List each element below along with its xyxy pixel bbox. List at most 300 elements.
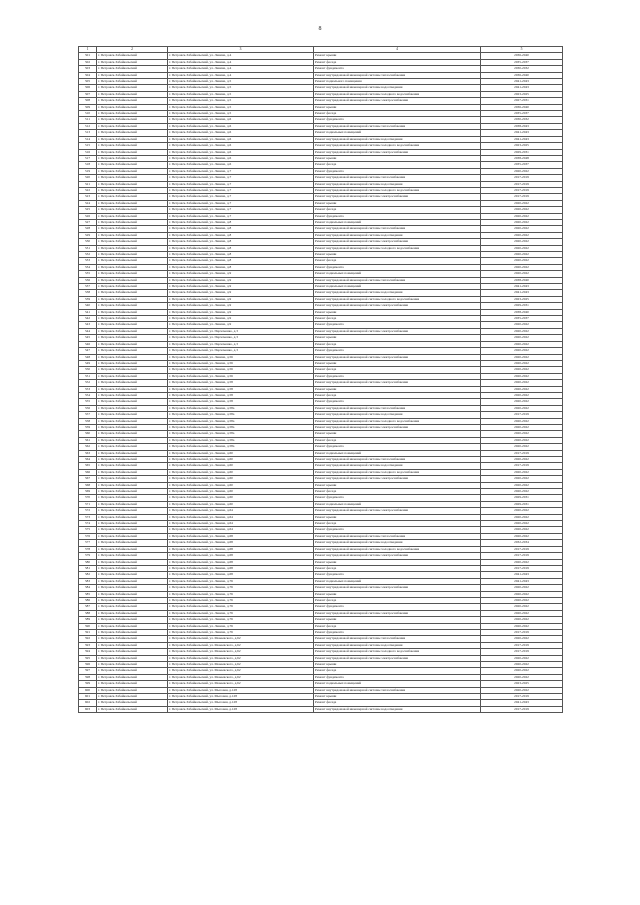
cell-period: 2020-2022 <box>481 405 563 411</box>
cell-municipality: г. Петровск-Забайкальский <box>97 610 168 616</box>
cell-work-type: Ремонт фундамента <box>314 117 481 123</box>
cell-work-type: Ремонт внутридомовой инженерной системы электроснабжения <box>314 303 481 309</box>
cell-address: г. Петровск-Забайкальский, ул. Ленина, д.9 <box>168 271 314 277</box>
cell-municipality: г. Петровск-Забайкальский <box>97 668 168 674</box>
cell-number: 501 <box>79 53 97 59</box>
cell-period: 2020-2022 <box>481 662 563 668</box>
cell-address: г. Петровск-Забайкальский, ул. Ленина, д.5 <box>168 85 314 91</box>
cell-work-type: Ремонт подвальных помещений <box>314 271 481 277</box>
cell-work-type: Ремонт внутридомовой инженерной системы холодного водоснабжения <box>314 245 481 251</box>
cell-municipality: г. Петровск-Забайкальский <box>97 405 168 411</box>
cell-period: 2020-2022 <box>481 232 563 238</box>
cell-municipality: г. Петровск-Забайкальский <box>97 104 168 110</box>
cell-work-type: Ремонт внутридомовой инженерной системы холодного водоснабжения <box>314 546 481 552</box>
cell-work-type: Ремонт крыши <box>314 104 481 110</box>
cell-municipality: г. Петровск-Забайкальский <box>97 117 168 123</box>
cell-number: 549 <box>79 360 97 366</box>
cell-address: г. Петровск-Забайкальский, ул. Мокеевского, д.62 <box>168 649 314 655</box>
cell-work-type: Ремонт фундамента <box>314 629 481 635</box>
cell-period: 2020-2022 <box>481 457 563 463</box>
cell-address: г. Петровск-Забайкальский, ул. Мокеевского, д.62 <box>168 655 314 661</box>
cell-period: 2020-2022 <box>481 418 563 424</box>
cell-number: 522 <box>79 187 97 193</box>
cell-work-type: Ремонт фундамента <box>314 604 481 610</box>
cell-period: 2041-2043 <box>481 284 563 290</box>
cell-number: 541 <box>79 309 97 315</box>
cell-address: г. Петровск-Забайкальский, ул. Ленина, д.6 <box>168 136 314 142</box>
cell-address: г. Петровск-Забайкальский, ул. Ленина, д.56 <box>168 373 314 379</box>
cell-municipality: г. Петровск-Забайкальский <box>97 348 168 354</box>
cell-address: г. Петровск-Забайкальский, ул. Мокеевского, д.62 <box>168 681 314 687</box>
cell-address: г. Петровск-Забайкальский, ул. Ленина, д.58а <box>168 437 314 443</box>
cell-period: 2020-2022 <box>481 444 563 450</box>
cell-work-type: Ремонт внутридомовой инженерной системы холодного водоснабжения <box>314 649 481 655</box>
cell-number: 543 <box>79 322 97 328</box>
cell-municipality: г. Петровск-Забайкальский <box>97 706 168 712</box>
cell-period: 2020-2022 <box>481 617 563 623</box>
cell-number: 538 <box>79 290 97 296</box>
cell-address: г. Петровск-Забайкальский, ул. Ленина, д.76 <box>168 610 314 616</box>
cell-address: г. Петровск-Забайкальский, ул. Ленина, д.5 <box>168 111 314 117</box>
cell-period: 2020-2022 <box>481 348 563 354</box>
cell-number: 531 <box>79 245 97 251</box>
cell-work-type: Ремонт крыши <box>314 694 481 700</box>
cell-period: 2023-2025 <box>481 296 563 302</box>
cell-work-type: Ремонт фасада <box>314 489 481 495</box>
cell-address: г. Петровск-Забайкальский, ул. Ленина, д.7 <box>168 181 314 187</box>
cell-period: 2017-2019 <box>481 546 563 552</box>
cell-municipality: г. Петровск-Забайкальский <box>97 341 168 347</box>
cell-address: г. Петровск-Забайкальский, ул. Ленина, д.76 <box>168 617 314 623</box>
cell-period: 2041-2043 <box>481 79 563 85</box>
cell-work-type: Ремонт подвального помещения <box>314 79 481 85</box>
cell-period: 2017-2019 <box>481 194 563 200</box>
cell-period: 2020-2022 <box>481 392 563 398</box>
cell-period: 2036-2040 <box>481 72 563 78</box>
cell-period: 2020-2022 <box>481 508 563 514</box>
cell-address: г. Петровск-Забайкальский, ул. Ленина, д.60 <box>168 469 314 475</box>
cell-period: 2020-2022 <box>481 604 563 610</box>
cell-address: г. Петровск-Забайкальский, ул. Ленина, д.60 <box>168 457 314 463</box>
cell-work-type: Ремонт подвальных помещений <box>314 578 481 584</box>
cell-number: 512 <box>79 123 97 129</box>
cell-municipality: г. Петровск-Забайкальский <box>97 316 168 322</box>
cell-address: г. Петровск-Забайкальский, ул. Ленина, д.60 <box>168 495 314 501</box>
cell-number: 571 <box>79 501 97 507</box>
cell-number: 559 <box>79 424 97 430</box>
cell-address: г. Петровск-Забайкальский, ул. Ленина, д.76 <box>168 585 314 591</box>
cell-municipality: г. Петровск-Забайкальский <box>97 642 168 648</box>
cell-municipality: г. Петровск-Забайкальский <box>97 687 168 693</box>
cell-address: г. Петровск-Забайкальский, ул. Мокеевского, д.62 <box>168 668 314 674</box>
cell-period: 2035-2037 <box>481 59 563 65</box>
cell-work-type: Ремонт внутридомовой инженерной системы теплоснабжения <box>314 175 481 181</box>
cell-work-type: Ремонт внутридомовой инженерной системы электроснабжения <box>314 424 481 430</box>
column-header-address: 3 <box>168 47 314 53</box>
cell-work-type: Ремонт внутридомовой инженерной системы электроснабжения <box>314 585 481 591</box>
cell-number: 548 <box>79 354 97 360</box>
cell-number: 576 <box>79 533 97 539</box>
cell-address: г. Петровск-Забайкальский, ул. Ленина, д.64 <box>168 514 314 520</box>
cell-work-type: Ремонт внутридомовой инженерной системы электроснабжения <box>314 476 481 482</box>
cell-number: 536 <box>79 277 97 283</box>
cell-address: г. Петровск-Забайкальский, ул. Ленина, д.58а <box>168 405 314 411</box>
cell-address: г. Петровск-Забайкальский, ул. Ленина, д.60 <box>168 501 314 507</box>
cell-work-type: Ремонт крыши <box>314 559 481 565</box>
cell-municipality: г. Петровск-Забайкальский <box>97 53 168 59</box>
cell-municipality: г. Петровск-Забайкальский <box>97 597 168 603</box>
cell-address: г. Петровск-Забайкальский, ул. Ленина, д.7 <box>168 168 314 174</box>
cell-address: г. Петровск-Забайкальский, ул. Ленина, д.58а <box>168 424 314 430</box>
cell-municipality: г. Петровск-Забайкальский <box>97 143 168 149</box>
cell-number: 532 <box>79 252 97 258</box>
cell-address: г. Петровск-Забайкальский, ул. Ленина, д.9 <box>168 316 314 322</box>
cell-number: 556 <box>79 405 97 411</box>
cell-number: 560 <box>79 431 97 437</box>
cell-work-type: Ремонт крыши <box>314 155 481 161</box>
column-header-municipality: 2 <box>97 47 168 53</box>
cell-period: 2029-2031 <box>481 501 563 507</box>
cell-number: 553 <box>79 386 97 392</box>
cell-work-type: Ремонт фасада <box>314 367 481 373</box>
cell-period: 2020-2022 <box>481 521 563 527</box>
cell-address: г. Петровск-Забайкальский, ул. Ленина, д.68 <box>168 565 314 571</box>
cell-work-type: Ремонт подвальных помещений <box>314 681 481 687</box>
cell-address: г. Петровск-Забайкальский, ул. Ленина, д.9 <box>168 284 314 290</box>
cell-address: г. Петровск-Забайкальский, ул. Мысовая, д.128 <box>168 706 314 712</box>
cell-period: 2020-2022 <box>481 431 563 437</box>
cell-number: 516 <box>79 149 97 155</box>
column-header-number: 1 <box>79 47 97 53</box>
cell-municipality: г. Петровск-Забайкальский <box>97 72 168 78</box>
cell-address: г. Петровск-Забайкальский, ул. Ленина, д.9 <box>168 277 314 283</box>
cell-work-type: Ремонт фундамента <box>314 527 481 533</box>
cell-address: г. Петровск-Забайкальский, ул. Ленина, д.8 <box>168 226 314 232</box>
cell-number: 561 <box>79 437 97 443</box>
cell-work-type: Ремонт внутридомовой инженерной системы теплоснабжения <box>314 636 481 642</box>
cell-work-type: Ремонт крыши <box>314 431 481 437</box>
cell-address: г. Петровск-Забайкальский, ул. Ленина, д.56 <box>168 354 314 360</box>
cell-period: 2017-2019 <box>481 187 563 193</box>
cell-address: г. Петровск-Забайкальский, ул. Ленина, д.58 <box>168 392 314 398</box>
cell-number: 544 <box>79 328 97 334</box>
cell-address: г. Петровск-Забайкальский, ул. Мокеевского, д.62 <box>168 662 314 668</box>
cell-municipality: г. Петровск-Забайкальский <box>97 476 168 482</box>
cell-municipality: г. Петровск-Забайкальский <box>97 252 168 258</box>
cell-number: 524 <box>79 200 97 206</box>
cell-municipality: г. Петровск-Забайкальский <box>97 629 168 635</box>
cell-address: г. Петровск-Забайкальский, ул. Ленина, д.6 <box>168 149 314 155</box>
cell-period: 2020-2022 <box>481 655 563 661</box>
cell-municipality: г. Петровск-Забайкальский <box>97 328 168 334</box>
cell-period: 2020-2022 <box>481 559 563 565</box>
cell-work-type: Ремонт фундамента <box>314 66 481 72</box>
cell-address: г. Петровск-Забайкальский, ул. Ленина, д.5 <box>168 91 314 97</box>
cell-period: 2017-2019 <box>481 642 563 648</box>
cell-work-type: Ремонт крыши <box>314 53 481 59</box>
cell-number: 575 <box>79 527 97 533</box>
cell-municipality: г. Петровск-Забайкальский <box>97 290 168 296</box>
cell-work-type: Ремонт внутридомовой инженерной системы теплоснабжения <box>314 123 481 129</box>
cell-address: г. Петровск-Забайкальский, ул. Ленина, д.9 <box>168 309 314 315</box>
cell-period: 2020-2022 <box>481 527 563 533</box>
cell-period: 2029-2031 <box>481 303 563 309</box>
cell-municipality: г. Петровск-Забайкальский <box>97 130 168 136</box>
cell-period: 2020-2022 <box>481 591 563 597</box>
cell-address: г. Петровск-Забайкальский, ул. Ленина, д.6 <box>168 143 314 149</box>
cell-number: 586 <box>79 597 97 603</box>
cell-work-type: Ремонт внутридомовой инженерной системы холодного водоснабжения <box>314 296 481 302</box>
cell-work-type: Ремонт фасада <box>314 162 481 168</box>
cell-work-type: Ремонт внутридомовой инженерной системы теплоснабжения <box>314 405 481 411</box>
cell-municipality: г. Петровск-Забайкальский <box>97 245 168 251</box>
cell-address: г. Петровск-Забайкальский, ул. Ленина, д.8 <box>168 245 314 251</box>
cell-period: 2038-2048 <box>481 155 563 161</box>
cell-period: 2041-2043 <box>481 578 563 584</box>
cell-municipality: г. Петровск-Забайкальский <box>97 508 168 514</box>
cell-number: 583 <box>79 578 97 584</box>
cell-number: 597 <box>79 668 97 674</box>
cell-number: 563 <box>79 450 97 456</box>
cell-work-type: Ремонт фасада <box>314 207 481 213</box>
cell-work-type: Ремонт внутридомовой инженерной системы водоотведения <box>314 136 481 142</box>
cell-period: 2029-2031 <box>481 149 563 155</box>
cell-work-type: Ремонт подвальных помещений <box>314 284 481 290</box>
cell-work-type: Ремонт внутридомовой инженерной системы электроснабжения <box>314 98 481 104</box>
cell-municipality: г. Петровск-Забайкальский <box>97 392 168 398</box>
cell-number: 507 <box>79 91 97 97</box>
cell-period: 2020-2022 <box>481 258 563 264</box>
cell-period: 2017-2019 <box>481 175 563 181</box>
cell-number: 596 <box>79 662 97 668</box>
cell-period: 2041-2043 <box>481 130 563 136</box>
cell-work-type: Ремонт фасада <box>314 392 481 398</box>
cell-municipality: г. Петровск-Забайкальский <box>97 111 168 117</box>
cell-work-type: Ремонт внутридомовой инженерной системы холодного водоснабжения <box>314 187 481 193</box>
cell-municipality: г. Петровск-Забайкальский <box>97 681 168 687</box>
cell-number: 545 <box>79 335 97 341</box>
cell-number: 508 <box>79 98 97 104</box>
cell-number: 573 <box>79 514 97 520</box>
cell-address: г. Петровск-Забайкальский, ул. Ленина, д.58а <box>168 444 314 450</box>
cell-period: 2020-2022 <box>481 482 563 488</box>
cell-municipality: г. Петровск-Забайкальский <box>97 367 168 373</box>
cell-work-type: Ремонт внутридомовой инженерной системы электроснабжения <box>314 194 481 200</box>
cell-address: г. Петровск-Забайкальский, ул. Ленина, д.8 <box>168 239 314 245</box>
cell-municipality: г. Петровск-Забайкальский <box>97 412 168 418</box>
cell-municipality: г. Петровск-Забайкальский <box>97 232 168 238</box>
cell-municipality: г. Петровск-Забайкальский <box>97 649 168 655</box>
cell-period: 2017-2019 <box>481 553 563 559</box>
cell-work-type: Ремонт внутридомовой инженерной системы теплоснабжения <box>314 277 481 283</box>
cell-number: 550 <box>79 367 97 373</box>
cell-work-type: Ремонт внутридомовой инженерной системы электроснабжения <box>314 508 481 514</box>
cell-number: 529 <box>79 232 97 238</box>
cell-period: 2017-2019 <box>481 565 563 571</box>
cell-address: г. Петровск-Забайкальский, ул. Пархоменко, д.3 <box>168 348 314 354</box>
cell-number: 519 <box>79 168 97 174</box>
cell-municipality: г. Петровск-Забайкальский <box>97 559 168 565</box>
cell-work-type: Ремонт внутридомовой инженерной системы теплоснабжения <box>314 687 481 693</box>
cell-period: 2020-2022 <box>481 437 563 443</box>
cell-municipality: г. Петровск-Забайкальский <box>97 175 168 181</box>
cell-number: 503 <box>79 66 97 72</box>
cell-address: г. Петровск-Забайкальский, ул. Ленина, д.7 <box>168 207 314 213</box>
cell-period: 2020-2022 <box>481 373 563 379</box>
cell-period: 2041-2043 <box>481 700 563 706</box>
cell-period: 2038-2043 <box>481 123 563 129</box>
cell-address: г. Петровск-Забайкальский, ул. Пархоменко, д.3 <box>168 335 314 341</box>
cell-period: 2020-2022 <box>481 623 563 629</box>
cell-address: г. Петровск-Забайкальский, ул. Ленина, д.7 <box>168 175 314 181</box>
cell-number: 518 <box>79 162 97 168</box>
cell-work-type: Ремонт подвальных помещений <box>314 501 481 507</box>
cell-address: г. Петровск-Забайкальский, ул. Ленина, д.68 <box>168 553 314 559</box>
cell-number: 534 <box>79 264 97 270</box>
cell-address: г. Петровск-Забайкальский, ул. Мысовая, д.128 <box>168 700 314 706</box>
cell-period: 2020-2022 <box>481 399 563 405</box>
cell-work-type: Ремонт фундамента <box>314 674 481 680</box>
cell-address: г. Петровск-Забайкальский, ул. Пархоменко, д.3 <box>168 341 314 347</box>
cell-work-type: Ремонт фундамента <box>314 264 481 270</box>
cell-address: г. Петровск-Забайкальский, ул. Мокеевского, д.62 <box>168 636 314 642</box>
cell-municipality: г. Петровск-Забайкальский <box>97 200 168 206</box>
cell-work-type: Ремонт фасада <box>314 437 481 443</box>
cell-address: г. Петровск-Забайкальский, ул. Ленина, д.76 <box>168 623 314 629</box>
cell-number: 517 <box>79 155 97 161</box>
cell-municipality: г. Петровск-Забайкальский <box>97 335 168 341</box>
cell-municipality: г. Петровск-Забайкальский <box>97 155 168 161</box>
cell-number: 570 <box>79 495 97 501</box>
cell-number: 577 <box>79 540 97 546</box>
cell-municipality: г. Петровск-Забайкальский <box>97 546 168 552</box>
cell-period: 2020-2022 <box>481 200 563 206</box>
cell-municipality: г. Петровск-Забайкальский <box>97 373 168 379</box>
cell-number: 588 <box>79 610 97 616</box>
cell-period: 2020-2022 <box>481 354 563 360</box>
cell-municipality: г. Петровск-Забайкальский <box>97 380 168 386</box>
cell-address: г. Петровск-Забайкальский, ул. Ленина, д.76 <box>168 578 314 584</box>
cell-address: г. Петровск-Забайкальский, ул. Ленина, д.7 <box>168 200 314 206</box>
cell-address: г. Петровск-Забайкальский, ул. Ленина, д.60 <box>168 463 314 469</box>
cell-municipality: г. Петровск-Забайкальский <box>97 296 168 302</box>
cell-municipality: г. Петровск-Забайкальский <box>97 540 168 546</box>
cell-period: 2041-2043 <box>481 136 563 142</box>
cell-work-type: Ремонт внутридомовой инженерной системы водоотведения <box>314 232 481 238</box>
cell-municipality: г. Петровск-Забайкальский <box>97 585 168 591</box>
cell-work-type: Ремонт внутридомовой инженерной системы водоотведения <box>314 85 481 91</box>
cell-number: 590 <box>79 623 97 629</box>
cell-address: г. Петровск-Забайкальский, ул. Ленина, д.58а <box>168 431 314 437</box>
cell-number: 552 <box>79 380 97 386</box>
cell-municipality: г. Петровск-Забайкальский <box>97 578 168 584</box>
column-header-work-type: 4 <box>314 47 481 53</box>
cell-period: 2035-2037 <box>481 316 563 322</box>
cell-period: 2017-2019 <box>481 629 563 635</box>
cell-number: 593 <box>79 642 97 648</box>
cell-period: 2027-2031 <box>481 98 563 104</box>
cell-municipality: г. Петровск-Забайкальский <box>97 207 168 213</box>
cell-address: г. Петровск-Забайкальский, ул. Ленина, д.8 <box>168 219 314 225</box>
cell-period: 2020-2022 <box>481 469 563 475</box>
cell-period: 2017-2019 <box>481 450 563 456</box>
cell-number: 523 <box>79 194 97 200</box>
cell-number: 520 <box>79 175 97 181</box>
cell-period: 2017-2019 <box>481 412 563 418</box>
cell-period: 2020-2022 <box>481 636 563 642</box>
cell-period: 2035-2037 <box>481 111 563 117</box>
cell-municipality: г. Петровск-Забайкальский <box>97 469 168 475</box>
cell-address: г. Петровск-Забайкальский, ул. Ленина, д.56 <box>168 360 314 366</box>
cell-address: г. Петровск-Забайкальский, ул. Ленина, д.60 <box>168 482 314 488</box>
cell-number: 506 <box>79 85 97 91</box>
cell-work-type: Ремонт внутридомовой инженерной системы водоотведения <box>314 412 481 418</box>
cell-period: 2020-2022 <box>481 687 563 693</box>
cell-municipality: г. Петровск-Забайкальский <box>97 553 168 559</box>
cell-number: 509 <box>79 104 97 110</box>
cell-address: г. Петровск-Забайкальский, ул. Ленина, д.58 <box>168 386 314 392</box>
cell-number: 602 <box>79 700 97 706</box>
cell-work-type: Ремонт фундамента <box>314 168 481 174</box>
cell-number: 566 <box>79 469 97 475</box>
cell-municipality: г. Петровск-Забайкальский <box>97 591 168 597</box>
cell-period: 2020-2022 <box>481 264 563 270</box>
cell-number: 510 <box>79 111 97 117</box>
cell-work-type: Ремонт подвальных помещений <box>314 450 481 456</box>
cell-address: г. Петровск-Забайкальский, ул. Ленина, д.60 <box>168 450 314 456</box>
cell-number: 568 <box>79 482 97 488</box>
cell-period: 2020-2022 <box>481 380 563 386</box>
cell-municipality: г. Петровск-Забайкальский <box>97 187 168 193</box>
cell-address: г. Петровск-Забайкальский, ул. Ленина, д.58а <box>168 418 314 424</box>
cell-period: 2020-2022 <box>481 489 563 495</box>
cell-municipality: г. Петровск-Забайкальский <box>97 219 168 225</box>
cell-municipality: г. Петровск-Забайкальский <box>97 360 168 366</box>
cell-work-type: Ремонт фасада <box>314 258 481 264</box>
cell-work-type: Ремонт фасада <box>314 341 481 347</box>
cell-period: 2020-2022 <box>481 207 563 213</box>
cell-number: 592 <box>79 636 97 642</box>
cell-work-type: Ремонт внутридомовой инженерной системы холодного водоснабжения <box>314 418 481 424</box>
cell-municipality: г. Петровск-Забайкальский <box>97 91 168 97</box>
cell-work-type: Ремонт фундамента <box>314 495 481 501</box>
cell-work-type: Ремонт внутридомовой инженерной системы холодного водоснабжения <box>314 469 481 475</box>
cell-period: 2020-2022 <box>481 341 563 347</box>
cell-address: г. Петровск-Забайкальский, ул. Ленина, д.8 <box>168 232 314 238</box>
cell-municipality: г. Петровск-Забайкальский <box>97 239 168 245</box>
cell-work-type: Ремонт фундамента <box>314 399 481 405</box>
cell-period: 2036-2040 <box>481 104 563 110</box>
cell-period: 2020-2022 <box>481 335 563 341</box>
cell-municipality: г. Петровск-Забайкальский <box>97 431 168 437</box>
cell-period: 2020-2022 <box>481 668 563 674</box>
cell-number: 555 <box>79 399 97 405</box>
cell-address: г. Петровск-Забайкальский, ул. Ленина, д.76 <box>168 591 314 597</box>
cell-number: 542 <box>79 316 97 322</box>
cell-work-type: Ремонт фундамента <box>314 348 481 354</box>
cell-period: 2020-2022 <box>481 533 563 539</box>
cell-work-type: Ремонт фундамента <box>314 572 481 578</box>
cell-work-type: Ремонт крыши <box>314 617 481 623</box>
cell-address: г. Петровск-Забайкальский, ул. Мысовая, д.128 <box>168 687 314 693</box>
cell-municipality: г. Петровск-Забайкальский <box>97 258 168 264</box>
cell-period: 2030-2032 <box>481 117 563 123</box>
cell-work-type: Ремонт крыши <box>314 482 481 488</box>
cell-work-type: Ремонт фасада <box>314 565 481 571</box>
cell-municipality: г. Петровск-Забайкальский <box>97 424 168 430</box>
cell-work-type: Ремонт крыши <box>314 335 481 341</box>
cell-number: 533 <box>79 258 97 264</box>
